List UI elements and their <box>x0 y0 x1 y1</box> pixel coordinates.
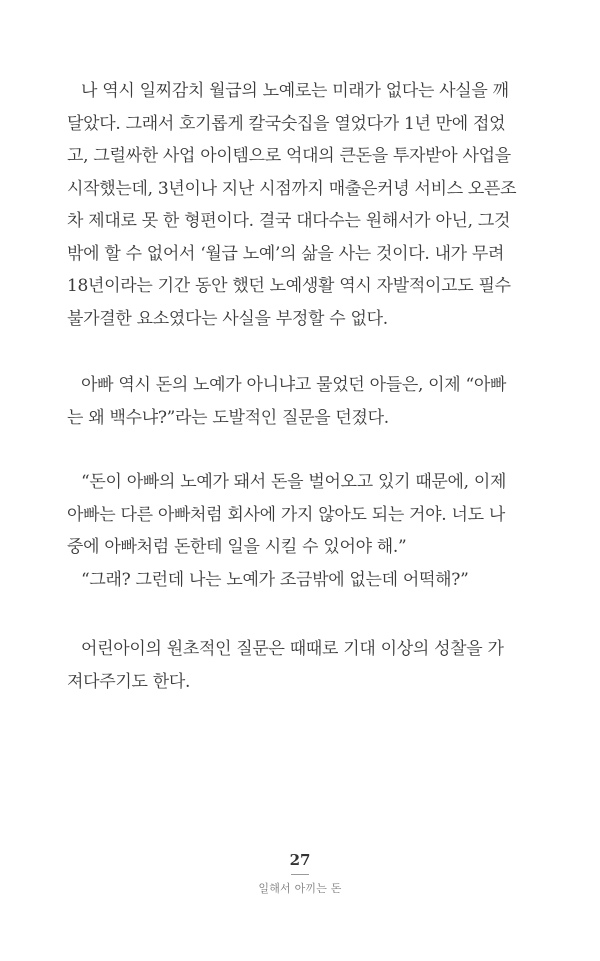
text-line: 밖에 할 수 없어서 ‘월급 노예’의 삶을 사는 것이다. 내가 무려 <box>67 243 505 264</box>
paragraph-father-answer <box>67 466 535 564</box>
page-number-divider <box>291 874 309 875</box>
text-line: 불가결한 요소였다는 사실을 부정할 수 없다. <box>67 308 388 329</box>
text-line: 나 역시 일찌감치 월급의 노예로는 미래가 없다는 사실을 깨 <box>81 81 509 101</box>
text-line: 시작했는데, 3년이나 지난 시점까지 매출은커녕 서비스 오픈조 <box>67 178 517 199</box>
text-line: 차 제대로 못 한 형편이다. 결국 대다수는 원해서가 아닌, 그것 <box>67 211 511 231</box>
text-line: 달았다. 그래서 호기롭게 칼국숫집을 열었다가 1년 만에 접었 <box>67 113 506 134</box>
text-line: 18년이라는 기간 동안 했던 노예생활 역시 자발적이고도 필수 <box>67 276 511 296</box>
running-title: 일해서 아끼는 돈 <box>258 882 342 895</box>
paragraph-son-question <box>67 369 535 434</box>
text-line: 져다주기도 한다. <box>67 671 191 692</box>
text-line: “그래? 그런데 나는 노예가 조금밖에 없는데 어떡해?” <box>81 569 469 590</box>
body-text <box>67 75 535 698</box>
text-line: 어린아이의 원초적인 질문은 때때로 기대 이상의 성찰을 가 <box>81 639 504 659</box>
paragraph-son-reply <box>67 564 535 597</box>
text-line: 중에 아빠처럼 돈한테 일을 시킬 수 있어야 해.” <box>67 537 407 557</box>
paragraph-salary-slave <box>67 75 535 335</box>
text-line: 아빠는 다른 아빠처럼 회사에 가지 않아도 되는 거야. 너도 나 <box>67 504 505 525</box>
text-line: 아빠 역시 돈의 노예가 아니냐고 물었던 아들은, 이제 “아빠 <box>81 375 507 395</box>
text-line: 는 왜 백수냐?”라는 도발적인 질문을 던졌다. <box>67 407 389 428</box>
paragraph-reflection <box>67 633 535 698</box>
text-line: “돈이 아빠의 노예가 돼서 돈을 벌어오고 있기 때문에, 이제 <box>81 472 507 492</box>
page-number: 27 <box>289 851 311 869</box>
text-line: 고, 그럴싸한 사업 아이템으로 억대의 큰돈을 투자받아 사업을 <box>67 146 511 166</box>
